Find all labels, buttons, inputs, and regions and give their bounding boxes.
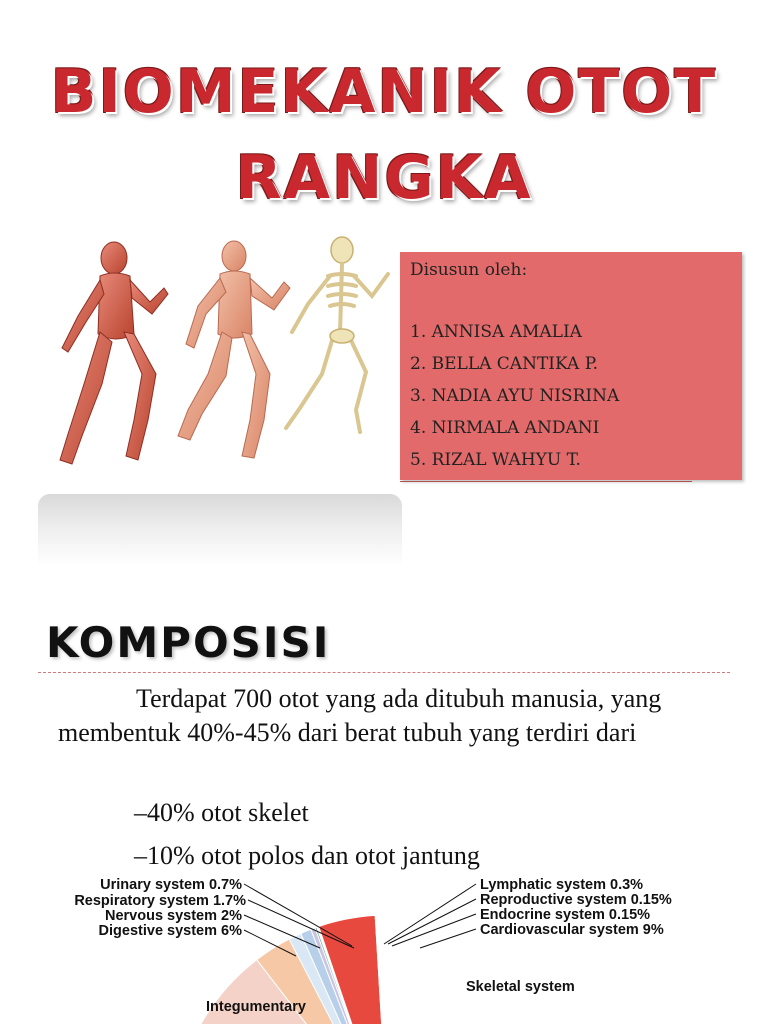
pie-label-cardiovascular: Cardiovascular system 9%	[480, 922, 664, 938]
translucent-figure	[178, 241, 290, 458]
pie-label-urinary: Urinary system 0.7%	[100, 877, 242, 893]
muscle-figure	[60, 242, 168, 464]
pie-label-reproductive: Reproductive system 0.15%	[480, 892, 672, 908]
bullet-item: –10% otot polos dan otot jantung	[134, 841, 480, 870]
author-item: 2. BELLA CANTIKA P.	[410, 354, 599, 374]
pie-label-nervous: Nervous system 2%	[104, 908, 242, 924]
section-body	[58, 682, 758, 750]
bullet-item: –40% otot skelet	[134, 798, 309, 827]
authors-underline	[400, 481, 692, 482]
pie-label-skeletal: Skeletal system	[466, 979, 575, 995]
anatomy-figures-image	[38, 224, 402, 494]
title-line-2: RANGKA	[235, 143, 533, 213]
pie-label-digestive: Digestive system 6%	[98, 923, 242, 939]
author-item: 3. NADIA AYU NISRINA	[410, 386, 620, 406]
author-item: 5. RIZAL WAHYU T.	[410, 450, 581, 470]
authors-label: Disusun oleh:	[410, 260, 528, 280]
section-paragraph: Terdapat 700 otot yang ada ditubuh manusia, yang membentuk 40%-45% dari berat tubuh yang terdiri dari	[58, 684, 662, 747]
authors-box	[400, 252, 742, 480]
pie-label-lymphatic: Lymphatic system 0.3%	[480, 877, 644, 893]
pie-label-respiratory: Respiratory system 1.7%	[74, 893, 246, 909]
authors-list	[410, 316, 732, 476]
title-line-1: BIOMEKANIK OTOT	[50, 57, 718, 127]
author-item: 4. NIRMALA ANDANI	[410, 418, 600, 438]
image-reflection	[38, 494, 402, 566]
pie-label-integumentary: Integumentary	[206, 999, 306, 1015]
pie-label-endocrine: Endocrine system 0.15%	[480, 907, 651, 923]
author-item: 1. ANNISA AMALIA	[410, 322, 582, 342]
section-heading: KOMPOSISI	[46, 618, 331, 667]
skeleton-figure	[286, 237, 388, 432]
composition-pie-chart	[0, 872, 768, 1024]
section-divider	[38, 672, 730, 673]
